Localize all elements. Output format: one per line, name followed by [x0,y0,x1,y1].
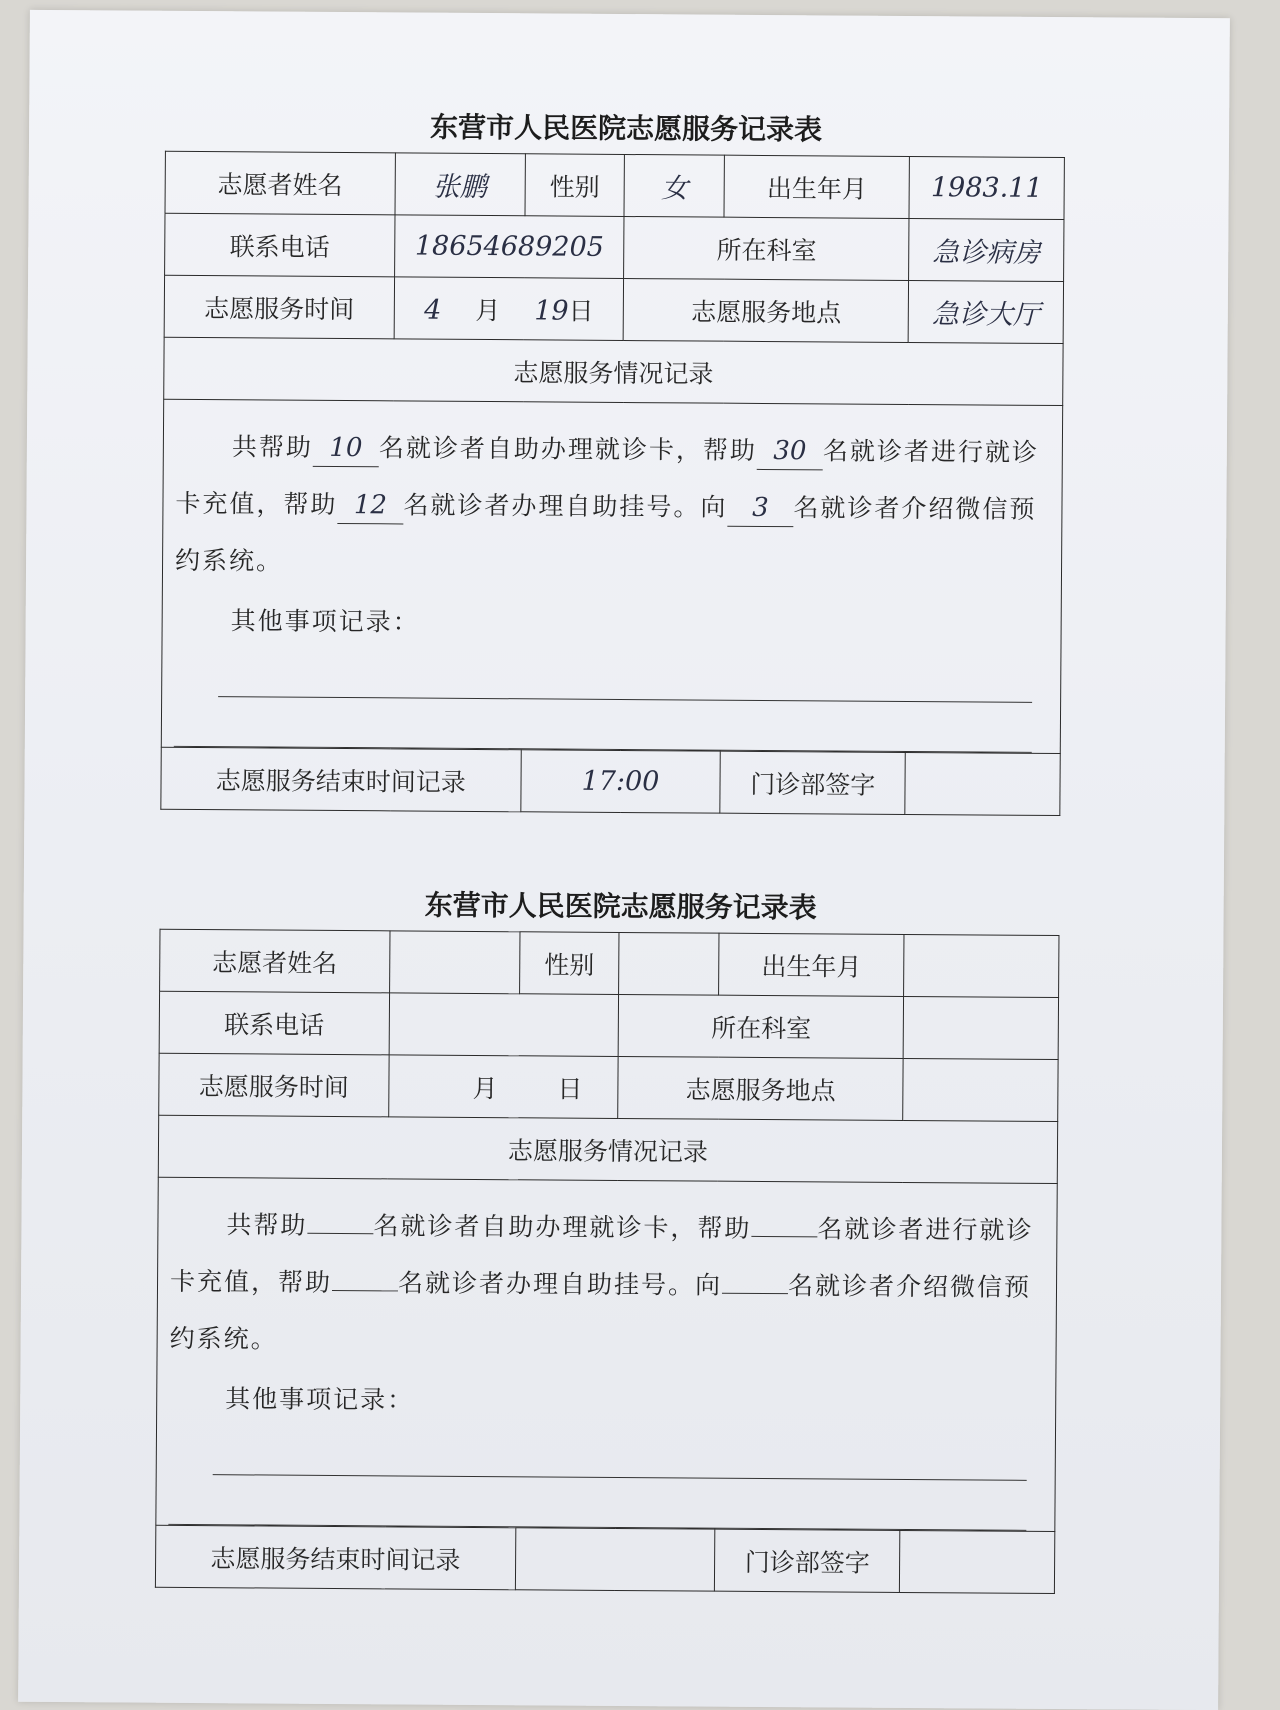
label-gender: 性别 [519,932,619,995]
value-place[interactable]: 急诊大厅 [908,280,1063,343]
value-place[interactable] [903,1058,1058,1121]
label-name: 志愿者姓名 [165,151,395,215]
row-record-body [156,1177,1057,1531]
record-text-5: 名就诊者介绍微信预约系统。 [170,1271,1032,1353]
label-dept: 所在科室 [619,994,904,1058]
row-service [164,275,1063,343]
value-month: 4 [424,294,441,325]
record-text-3: 名就诊者进行就诊卡充值，帮助 [170,1214,1034,1297]
label-service-place: 志愿服务地点 [624,278,909,342]
label-service-time: 志愿服务时间 [159,1053,389,1117]
record-paragraph [175,418,1050,595]
other-items-label: 其他事项记录： [175,601,1049,643]
paper-sheet [18,10,1230,1710]
value-end-time[interactable]: 17:00 [520,750,720,813]
label-phone: 联系电话 [165,213,395,277]
blank-register-count[interactable] [332,1254,398,1291]
row-service [159,1053,1058,1121]
row-phone [159,991,1058,1059]
value-phone[interactable]: 18654689205 [394,215,624,279]
value-name[interactable] [389,931,519,994]
value-service-date[interactable] [388,1055,618,1119]
label-service-time: 志愿服务时间 [164,275,394,339]
other-items-line-1[interactable] [213,1473,1027,1481]
record-body[interactable] [161,399,1062,753]
blank-recharge-count[interactable] [751,1200,817,1237]
label-end-time: 志愿服务结束时间记录 [161,747,521,812]
record-form-1 [160,101,1065,816]
record-body[interactable] [156,1177,1057,1531]
month-label: 月 [472,1068,497,1104]
other-items-label: 其他事项记录： [169,1379,1043,1421]
value-gender[interactable]: 女 [624,154,724,217]
label-service-place: 志愿服务地点 [618,1056,903,1120]
value-birth[interactable]: 1983.11 [909,156,1064,219]
value-birth[interactable] [904,934,1059,997]
record-text-2: 名就诊者自助办理就诊卡，帮助 [379,433,757,465]
label-phone: 联系电话 [159,991,389,1055]
form-title: 东营市人民医院志愿服务记录表 [187,101,1065,157]
blank-wechat-count[interactable] [722,1257,788,1294]
row-end [155,1525,1054,1593]
blank-card-count[interactable]: 10 [313,430,379,467]
label-birth: 出生年月 [719,933,904,996]
day-label: 日 [569,291,594,327]
other-items-line-1[interactable] [218,695,1032,703]
value-signature[interactable] [905,752,1060,815]
row-record-body [161,399,1062,753]
record-form-2 [155,879,1060,1594]
form-table [160,151,1065,816]
value-service-date[interactable] [394,277,624,341]
label-end-time: 志愿服务结束时间记录 [155,1525,515,1590]
value-gender[interactable] [619,932,719,995]
value-phone[interactable] [389,993,619,1057]
row-phone [165,213,1064,281]
record-header: 志愿服务情况记录 [164,337,1063,405]
value-signature[interactable] [900,1530,1055,1593]
blank-register-count[interactable]: 12 [337,487,403,524]
blank-wechat-count[interactable]: 3 [727,490,793,527]
row-record-header [164,337,1063,405]
record-header: 志愿服务情况记录 [158,1115,1057,1183]
row-name [160,929,1059,997]
blank-card-count[interactable] [307,1197,373,1234]
label-birth: 出生年月 [724,155,909,218]
row-name [165,151,1064,219]
record-text-3: 名就诊者进行就诊卡充值，帮助 [175,436,1039,519]
row-end [161,747,1060,815]
value-dept[interactable] [903,996,1058,1059]
record-paragraph [169,1196,1044,1373]
form-table [155,929,1060,1594]
record-text-1: 共帮助 [232,432,313,462]
record-text-4: 名就诊者办理自助挂号。向 [403,490,727,521]
value-name[interactable]: 张鹏 [395,153,525,216]
row-record-header [158,1115,1057,1183]
label-signature: 门诊部签字 [720,751,905,814]
label-signature: 门诊部签字 [715,1529,900,1592]
month-label: 月 [475,290,500,326]
record-text-1: 共帮助 [226,1210,307,1240]
record-text-5: 名就诊者介绍微信预约系统。 [175,493,1037,575]
value-dept[interactable]: 急诊病房 [909,218,1064,281]
form-title: 东营市人民医院志愿服务记录表 [182,879,1060,935]
blank-recharge-count[interactable]: 30 [757,433,823,470]
label-name: 志愿者姓名 [160,929,390,993]
label-dept: 所在科室 [624,216,909,280]
value-day: 19 [534,295,569,326]
value-end-time[interactable] [515,1528,715,1591]
record-text-2: 名就诊者自助办理就诊卡，帮助 [373,1211,751,1243]
record-text-4: 名就诊者办理自助挂号。向 [398,1268,722,1299]
day-label: 日 [557,1069,582,1105]
label-gender: 性别 [525,154,625,217]
